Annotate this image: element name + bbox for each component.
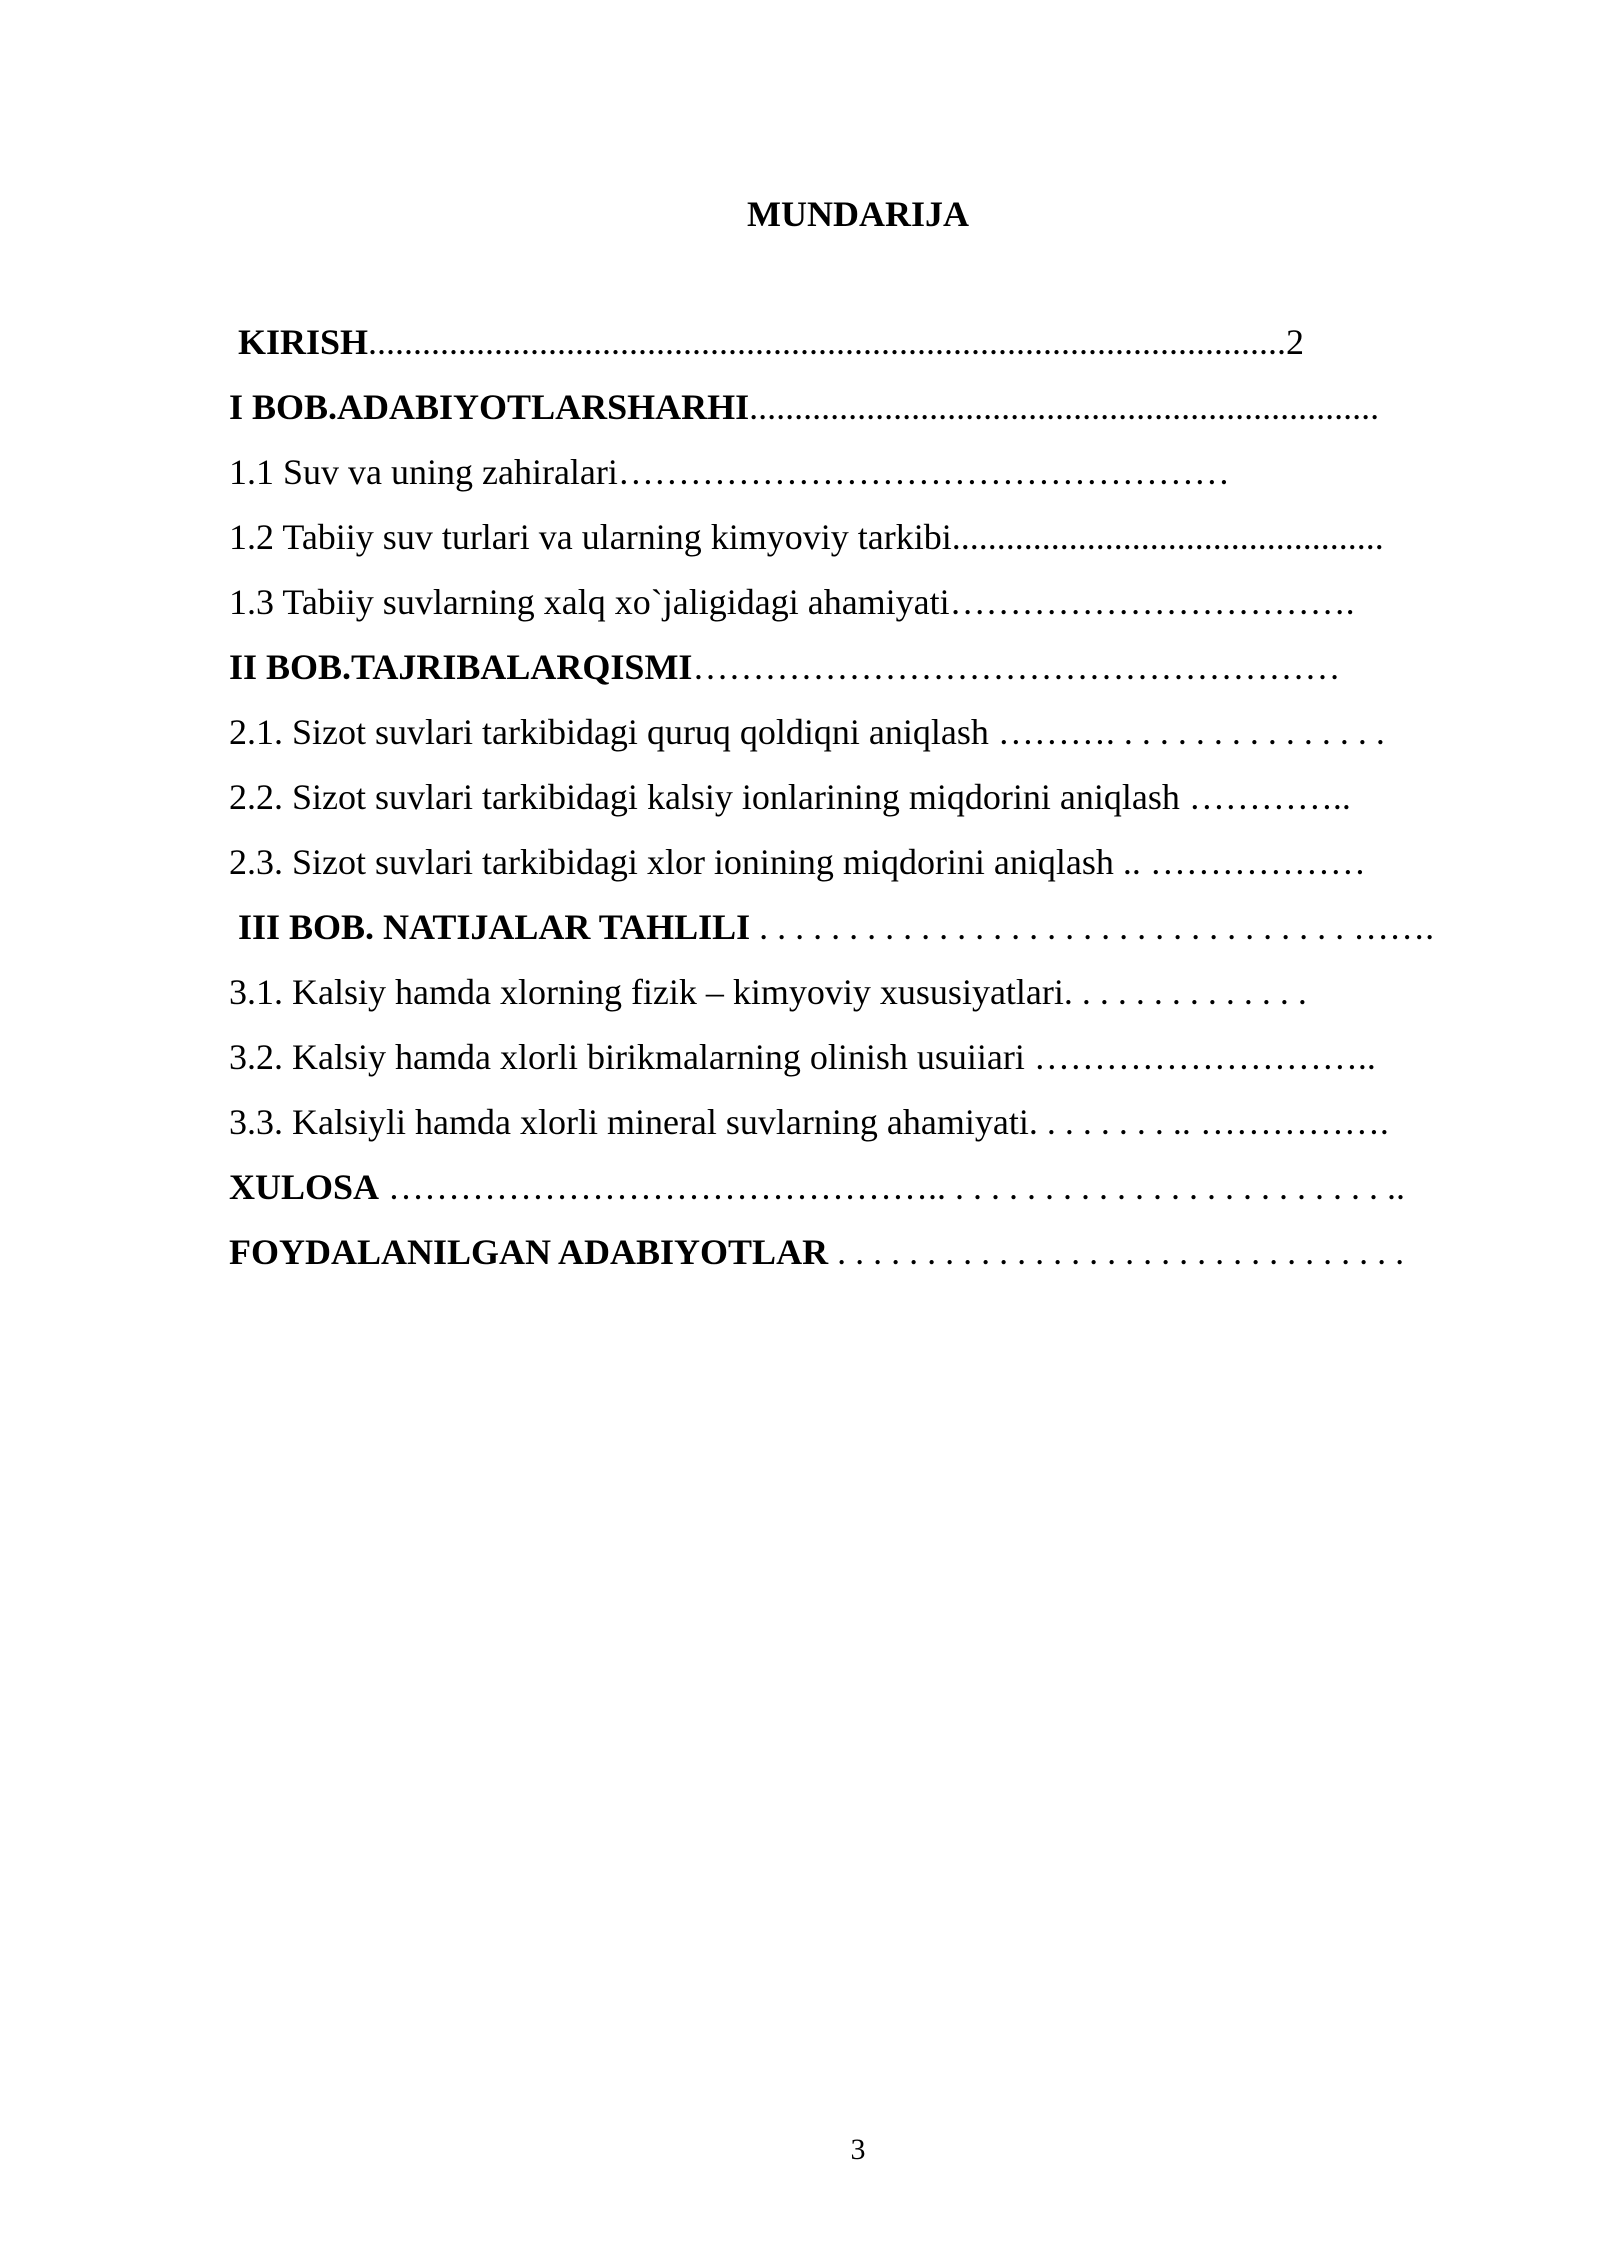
toc-entry (229, 775, 1529, 840)
toc-entry-leader: ................................................ (951, 517, 1384, 557)
toc-entry-label: XULOSA (229, 1167, 380, 1207)
toc-entry-label: 3.2. Kalsiy hamda xlorli birikmalarning olinish usuiiari (229, 1037, 1025, 1077)
toc-entry-leader: ………. . . . . . . . . . . . . . . . (988, 712, 1385, 752)
toc-entry-leader: . . . . . . . . .. ……………. (1028, 1102, 1389, 1142)
toc-entry-label: 1.1 Suv va uning zahiralari (229, 452, 618, 492)
toc-entry-leader: ……………………………………………… (692, 647, 1341, 687)
toc-entry-leader: ………….. (1179, 777, 1351, 817)
toc-entry-leader: ……………………….. (1024, 1037, 1376, 1077)
toc-entry (229, 450, 1529, 515)
toc-entry-label: 3.3. Kalsiyli hamda xlorli mineral suvlarning ahamiyati (229, 1102, 1029, 1142)
page-title: MUNDARIJA (747, 194, 969, 234)
toc-entry (229, 710, 1529, 775)
toc-entry (229, 905, 1529, 970)
toc-entry-label: 3.1. Kalsiy hamda xlorning fizik – kimyoviy xususiyatlari (229, 972, 1064, 1012)
toc-entry-leader: .. ……………… (1113, 842, 1366, 882)
toc-entry-label: KIRISH (238, 322, 369, 362)
toc-entry-label: 1.2 Tabiiy suv turlari va ularning kimyoviy tarkibi (229, 517, 952, 557)
toc-entry (229, 1165, 1529, 1230)
toc-entry (229, 515, 1529, 580)
toc-entry-leader: . . . . . . . . . . . . . . (1063, 972, 1307, 1012)
toc-entry-label: II BOB.TAJRIBALARQISMI (229, 647, 693, 687)
toc-entry (229, 645, 1529, 710)
toc-entry-leader: …………………………………………… (617, 452, 1230, 492)
toc-entry-leader: . . . . . . . . . . . . . . . . . . . . . . . . . . . . . . . . (828, 1232, 1405, 1272)
toc-entry (229, 1100, 1529, 1165)
toc-entry-label: I BOB.ADABIYOTLARSHARHI (229, 387, 750, 427)
toc-entry-label: 2.2. Sizot suvlari tarkibidagi kalsiy ionlarining miqdorini aniqlash (229, 777, 1180, 817)
toc-entry-label: 2.3. Sizot suvlari tarkibidagi xlor ionining miqdorini aniqlash (229, 842, 1114, 882)
toc-entry-label: 2.1. Sizot suvlari tarkibidagi quruq qoldiqni aniqlash (229, 712, 989, 752)
toc-entry-label: 1.3 Tabiiy suvlarning xalq xo`jaligidagi ahamiyati (229, 582, 950, 622)
page-number: 3 (850, 2133, 866, 2166)
toc-entry (229, 970, 1529, 1035)
toc-entry-label: III BOB. NATIJALAR TAHLILI (238, 907, 751, 947)
toc-entry-leader: ……………………………. (949, 582, 1355, 622)
table-of-contents (229, 320, 1529, 1295)
toc-entry-leader: ......................................................................................................2 (368, 322, 1305, 362)
toc-entry (229, 580, 1529, 645)
toc-entry (229, 1230, 1529, 1295)
toc-entry-leader: ...................................................................... (749, 387, 1380, 427)
toc-entry-leader: ……………………………………….. . . . . . . . . . . . . . . . . . . . . . . . . .. (379, 1167, 1406, 1207)
toc-entry-leader: . . . . . . . . . . . . . . . . . . . . . . . . . . . . . . . . . ……. (750, 907, 1435, 947)
toc-entry (229, 385, 1529, 450)
toc-entry (229, 840, 1529, 905)
toc-entry (229, 1035, 1529, 1100)
toc-entry (229, 320, 1529, 385)
toc-entry-label: FOYDALANILGAN ADABIYOTLAR (229, 1232, 829, 1272)
